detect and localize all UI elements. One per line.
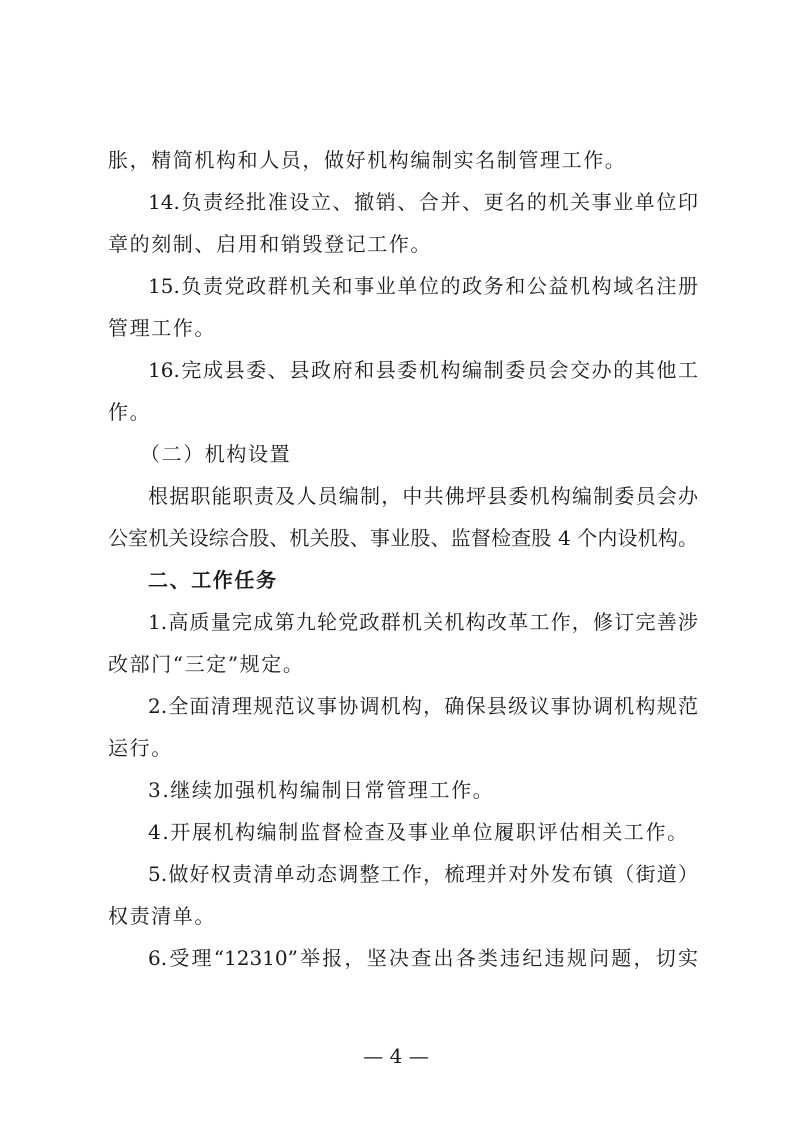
item-15-line-1: 15.负责党政群机关和事业单位的政务和公益机构域名注册 <box>148 274 698 298</box>
section-heading-work-tasks: 二、工作任务 <box>148 568 278 592</box>
task-2-line-1: 2.全面清理规范议事协调机构，确保县级议事协调机构规范 <box>148 694 698 718</box>
org-setup-line-1: 根据职能职责及人员编制，中共佛坪县委机构编制委员会办 <box>148 484 698 508</box>
item-14-line-2: 章的刻制、启用和销毁登记工作。 <box>108 232 432 256</box>
task-6-line-1: 6.受理“12310”举报，坚决查出各类违纪违规问题，切实 <box>148 946 698 970</box>
task-5-line-2: 权责清单。 <box>108 904 216 928</box>
item-15-line-2: 管理工作。 <box>108 316 216 340</box>
task-4-line: 4.开展机构编制监督检查及事业单位履职评估相关工作。 <box>148 820 689 844</box>
section-heading-org-setup: （二）机构设置 <box>140 442 292 466</box>
item-16-line-2: 作。 <box>108 400 152 424</box>
item-16-line-1: 16.完成县委、县政府和县委机构编制委员会交办的其他工 <box>148 358 698 382</box>
org-setup-line-2: 公室机关设综合股、机关股、事业股、监督检查股 4 个内设机构。 <box>108 526 698 550</box>
task-3-line: 3.继续加强机构编制日常管理工作。 <box>148 778 495 802</box>
item-14-line-1: 14.负责经批准设立、撤销、合并、更名的机关事业单位印 <box>148 190 698 214</box>
task-1-line-2: 改部门“三定”规定。 <box>108 652 305 676</box>
body-line: 胀，精简机构和人员，做好机构编制实名制管理工作。 <box>108 148 627 172</box>
task-5-line-1: 5.做好权责清单动态调整工作，梳理并对外发布镇（街道） <box>148 862 698 886</box>
task-2-line-2: 运行。 <box>108 736 173 760</box>
task-1-line-1: 1.高质量完成第九轮党政群机关机构改革工作，修订完善涉 <box>148 610 698 634</box>
page-number: — 4 — <box>363 1044 429 1068</box>
